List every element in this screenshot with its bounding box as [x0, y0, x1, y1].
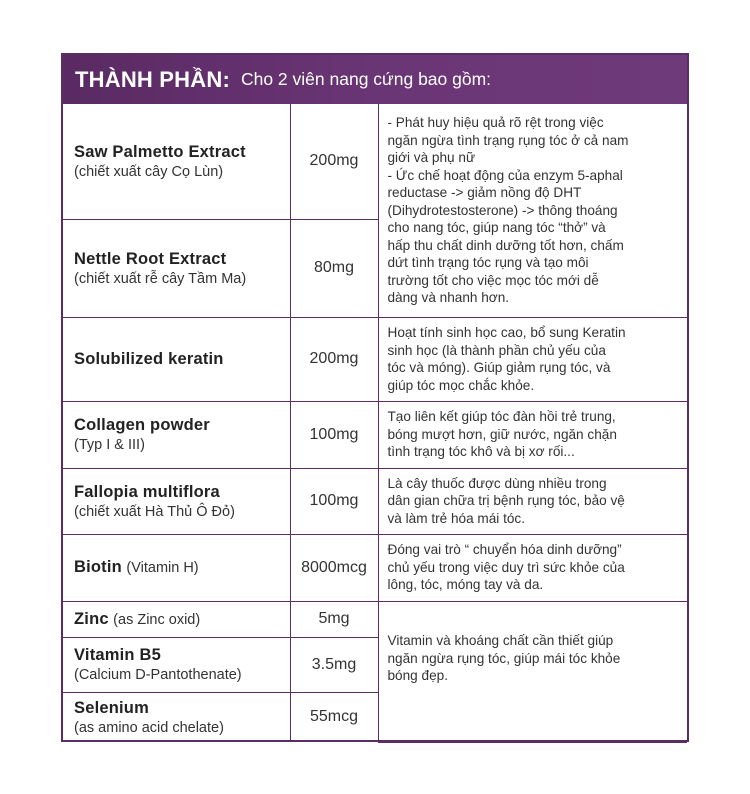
description-line: bóng đẹp.: [387, 668, 448, 684]
ingredient-description: [378, 601, 687, 742]
table-row: [63, 104, 687, 219]
ingredient-name-cell: [63, 637, 290, 692]
ingredient-name: Saw Palmetto Extract: [74, 142, 246, 161]
ingredient-name: Collagen powder: [74, 416, 210, 434]
ingredient-name-cell: [63, 692, 290, 742]
description-line: Hoạt tính sinh học cao, bổ sung Keratin: [387, 325, 626, 340]
ingredient-name: Vitamin B5: [74, 646, 161, 664]
ingredients-table: [63, 104, 687, 743]
ingredient-description: [378, 104, 687, 317]
ingredients-panel: [61, 53, 689, 742]
ingredient-amount: 80mg: [290, 219, 378, 317]
description-line: - Phát huy hiệu quả rõ rệt trong việc: [387, 115, 604, 130]
table-row: [63, 468, 687, 534]
ingredient-name: Biotin: [74, 558, 122, 576]
ingredient-note: (as Zinc oxid): [113, 611, 201, 628]
description-line: chủ yếu trong việc duy trì sức khỏe của: [387, 559, 625, 575]
description-line: dứt tình trạng tóc rụng và tạo môi: [387, 255, 589, 270]
table-row: [63, 401, 687, 468]
ingredient-note: (Typ I & III): [74, 437, 145, 453]
description-line: trường tốt cho việc mọc tóc mới dễ: [387, 272, 599, 288]
ingredient-name-cell: [63, 601, 290, 637]
ingredient-name: Zinc: [74, 609, 109, 628]
description-line: giới và phụ nữ: [387, 150, 476, 165]
ingredient-amount: 8000mcg: [290, 534, 378, 601]
ingredient-amount: 200mg: [290, 104, 378, 219]
ingredient-note: (Vitamin H): [126, 560, 199, 576]
ingredient-amount: 55mcg: [290, 692, 378, 742]
description-line: Tạo liên kết giúp tóc đàn hồi trẻ trung,: [387, 409, 616, 425]
ingredient-amount: 100mg: [290, 401, 378, 468]
header-subtitle: Cho 2 viên nang cứng bao gồm:: [240, 69, 492, 89]
table-row: [63, 534, 687, 601]
description-line: ngăn ngừa rụng tóc, giúp mái tóc khỏe: [387, 650, 621, 666]
ingredient-description: [378, 317, 687, 401]
header-title: THÀNH PHẦN:: [75, 66, 230, 92]
ingredient-note: (Calcium D-Pantothenate): [74, 667, 242, 683]
ingredient-name: Nettle Root Extract: [74, 249, 227, 268]
ingredient-note: (chiết xuất rễ cây Tầm Ma): [74, 270, 247, 287]
description-line: (Dihydrotestosterone) -> thông thoáng: [387, 202, 618, 218]
header-bar: [63, 55, 687, 104]
description-line: tình trạng tóc khô và bị xơ rối...: [387, 444, 575, 460]
ingredient-description: [378, 534, 687, 601]
description-line: hấp thu chất dinh dưỡng tốt hơn, chấm: [387, 237, 624, 253]
ingredient-note: (chiết xuất cây Cọ Lùn): [74, 163, 224, 180]
description-line: ngăn ngừa tình trạng rụng tóc ở cả nam: [387, 132, 629, 148]
description-line: Là cây thuốc được dùng nhiều trong: [387, 475, 607, 491]
description-line: cho nang tóc, giúp nang tóc “thở” và: [387, 220, 606, 235]
description-line: Vitamin và khoáng chất cần thiết giúp: [387, 633, 614, 649]
description-line: bóng mượt hơn, giữ nước, ngăn chặn: [387, 426, 617, 442]
description-line: reductase -> giảm nồng độ DHT: [387, 185, 582, 200]
ingredient-amount: 200mg: [290, 317, 378, 401]
ingredient-note: (as amino acid chelate): [74, 719, 224, 736]
description-line: giúp tóc mọc chắc khỏe.: [387, 377, 535, 393]
ingredient-name: Fallopia multiflora: [74, 482, 220, 501]
description-line: dân gian chữa trị bệnh rụng tóc, bảo vệ: [387, 493, 625, 509]
table-row: [63, 317, 687, 401]
ingredient-name-cell: [63, 534, 290, 601]
ingredient-name-cell: [63, 468, 290, 534]
ingredient-name-cell: [63, 219, 290, 317]
ingredient-amount: 5mg: [290, 601, 378, 637]
description-line: sinh học (là thành phần chủ yếu của: [387, 342, 606, 358]
description-line: và làm trẻ hóa mái tóc.: [387, 510, 526, 526]
ingredient-name: Solubilized keratin: [74, 349, 224, 368]
ingredient-name: Selenium: [74, 698, 149, 717]
ingredient-name-cell: [63, 104, 290, 219]
ingredient-name-cell: [63, 401, 290, 468]
description-line: - Ức chế hoạt động của enzym 5-aphal: [387, 167, 623, 183]
description-line: tóc và móng). Giúp giảm rụng tóc, và: [387, 360, 611, 375]
description-line: Đóng vai trò “ chuyển hóa dinh dưỡng”: [387, 542, 622, 558]
table-row: [63, 601, 687, 637]
ingredient-description: [378, 401, 687, 468]
ingredient-amount: 100mg: [290, 468, 378, 534]
ingredient-name-cell: [63, 317, 290, 401]
ingredient-description: [378, 468, 687, 534]
description-line: dàng và nhanh hơn.: [387, 290, 510, 305]
ingredient-note: (chiết xuất Hà Thủ Ô Đỏ): [74, 503, 235, 520]
description-line: lông, tóc, móng tay và da.: [387, 577, 544, 593]
ingredient-amount: 3.5mg: [290, 637, 378, 692]
